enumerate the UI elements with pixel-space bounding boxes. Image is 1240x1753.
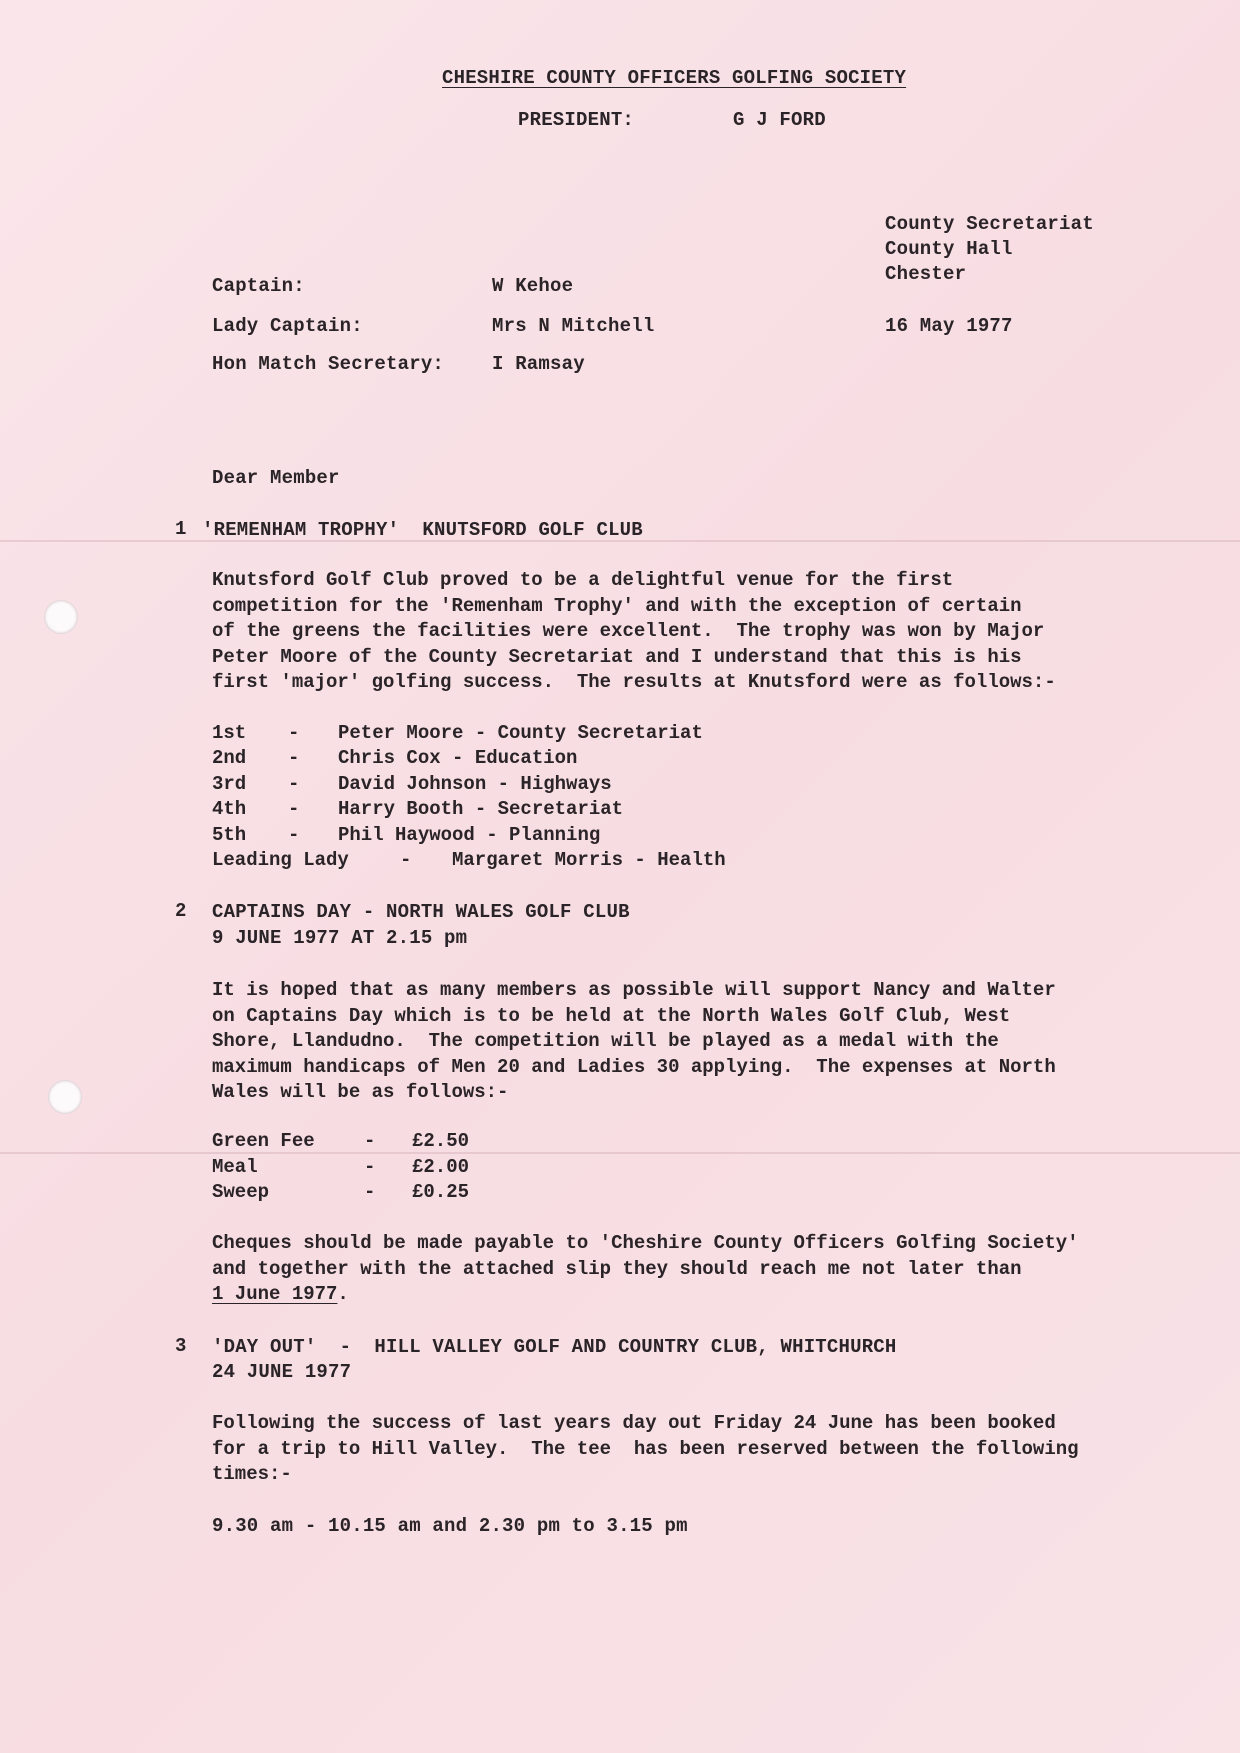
president-name: G J FORD <box>733 109 826 131</box>
result-dash: - <box>288 747 300 769</box>
result-place: 4th <box>212 798 247 820</box>
punch-hole <box>48 1080 82 1114</box>
paragraph-line: Peter Moore of the County Secretariat and I understand that this is his <box>212 645 1022 668</box>
deadline-end: . <box>337 1283 349 1306</box>
paragraph-line: maximum handicaps of Men 20 and Ladies 30 applying. The expenses at North <box>212 1055 1056 1078</box>
address-line: County Hall <box>885 238 1013 260</box>
paragraph-line: It is hoped that as many members as possible will support Nancy and Walter <box>212 979 1056 1001</box>
expense-amount: £0.25 <box>412 1181 470 1203</box>
section-number: 3 <box>175 1335 187 1357</box>
result-name: David Johnson - Highways <box>338 773 612 795</box>
paragraph-line: Cheques should be made payable to 'Cheshire County Officers Golfing Society' <box>212 1232 1079 1254</box>
punch-hole <box>44 600 78 634</box>
paragraph-line: on Captains Day which is to be held at the North Wales Golf Club, West <box>212 1004 1011 1027</box>
address-line: Chester <box>885 263 967 285</box>
result-name: Phil Haywood - Planning <box>338 824 601 846</box>
paragraph-line: Following the success of last years day out Friday 24 June has been booked <box>212 1412 1056 1434</box>
officer-role: Lady Captain: <box>212 315 363 337</box>
paragraph-line: competition for the 'Remenham Trophy' and with the exception of certain <box>212 594 1022 617</box>
result-dash: - <box>288 824 300 846</box>
section-heading: 'REMENHAM TROPHY' KNUTSFORD GOLF CLUB <box>202 519 643 541</box>
result-name: Chris Cox - Education <box>338 747 578 769</box>
section-heading: CAPTAINS DAY - NORTH WALES GOLF CLUB <box>212 901 630 923</box>
expense-item: Meal <box>212 1156 258 1178</box>
letter-date: 16 May 1977 <box>885 315 1013 337</box>
leading-lady-label: Leading Lady <box>212 849 349 871</box>
society-title: CHESHIRE COUNTY OFFICERS GOLFING SOCIETY <box>442 67 907 89</box>
expense-amount: £2.00 <box>412 1156 470 1178</box>
result-place: 5th <box>212 824 247 846</box>
result-name: Harry Booth - Secretariat <box>338 798 624 820</box>
paragraph-line: Knutsford Golf Club proved to be a delightful venue for the first <box>212 569 954 591</box>
officer-role: Hon Match Secretary: <box>212 353 445 375</box>
paragraph-line: first 'major' golfing success. The results at Knutsford were as follows:- <box>212 671 1056 694</box>
paragraph-line: and together with the attached slip they should reach me not later than <box>212 1257 1022 1280</box>
expense-item: Green Fee <box>212 1130 315 1152</box>
result-dash: - <box>288 722 300 744</box>
president-label: PRESIDENT: <box>518 109 635 131</box>
address-line: County Secretariat <box>885 213 1094 235</box>
paragraph-line: Wales will be as follows:- <box>212 1081 509 1104</box>
expense-dash: - <box>364 1156 376 1178</box>
paper-fold <box>0 1152 1240 1154</box>
tee-times: 9.30 am - 10.15 am and 2.30 pm to 3.15 pm <box>212 1515 688 1537</box>
deadline-line <box>212 1282 1202 1308</box>
result-dash: - <box>288 773 300 795</box>
officer-name: I Ramsay <box>492 353 585 375</box>
expense-amount: £2.50 <box>412 1130 470 1152</box>
paragraph-line: for a trip to Hill Valley. The tee has been reserved between the following <box>212 1437 1079 1460</box>
result-place: 3rd <box>212 773 247 795</box>
result-place: 1st <box>212 722 247 744</box>
section-number: 2 <box>175 900 187 922</box>
paragraph-line: of the greens the facilities were excellent. The trophy was won by Major <box>212 620 1045 643</box>
paragraph-line: Shore, Llandudno. The competition will be played as a medal with the <box>212 1030 999 1053</box>
cheque-paragraph <box>212 1231 1202 1308</box>
officer-name: W Kehoe <box>492 275 574 297</box>
section-subheading: 9 JUNE 1977 AT 2.15 pm <box>212 927 468 949</box>
deadline-date: 1 June 1977 <box>212 1283 338 1306</box>
section-paragraph <box>212 1411 1202 1488</box>
section-subheading: 24 JUNE 1977 <box>212 1361 352 1383</box>
paragraph-line: times:- <box>212 1463 292 1486</box>
section-paragraph <box>212 568 1202 696</box>
expense-item: Sweep <box>212 1181 270 1203</box>
result-dash: - <box>288 798 300 820</box>
section-number: 1 <box>175 518 187 540</box>
officer-role: Captain: <box>212 275 305 297</box>
officer-name: Mrs N Mitchell <box>492 315 655 337</box>
greeting: Dear Member <box>212 467 340 489</box>
result-name: Peter Moore - County Secretariat <box>338 722 703 744</box>
result-place: 2nd <box>212 747 247 769</box>
expense-dash: - <box>364 1181 376 1203</box>
leading-lady-name: Margaret Morris - Health <box>452 849 726 871</box>
result-dash: - <box>400 849 412 871</box>
section-paragraph <box>212 978 1202 1106</box>
expense-dash: - <box>364 1130 376 1152</box>
section-heading: 'DAY OUT' - HILL VALLEY GOLF AND COUNTRY CLUB, WHITCHURCH <box>212 1336 897 1358</box>
